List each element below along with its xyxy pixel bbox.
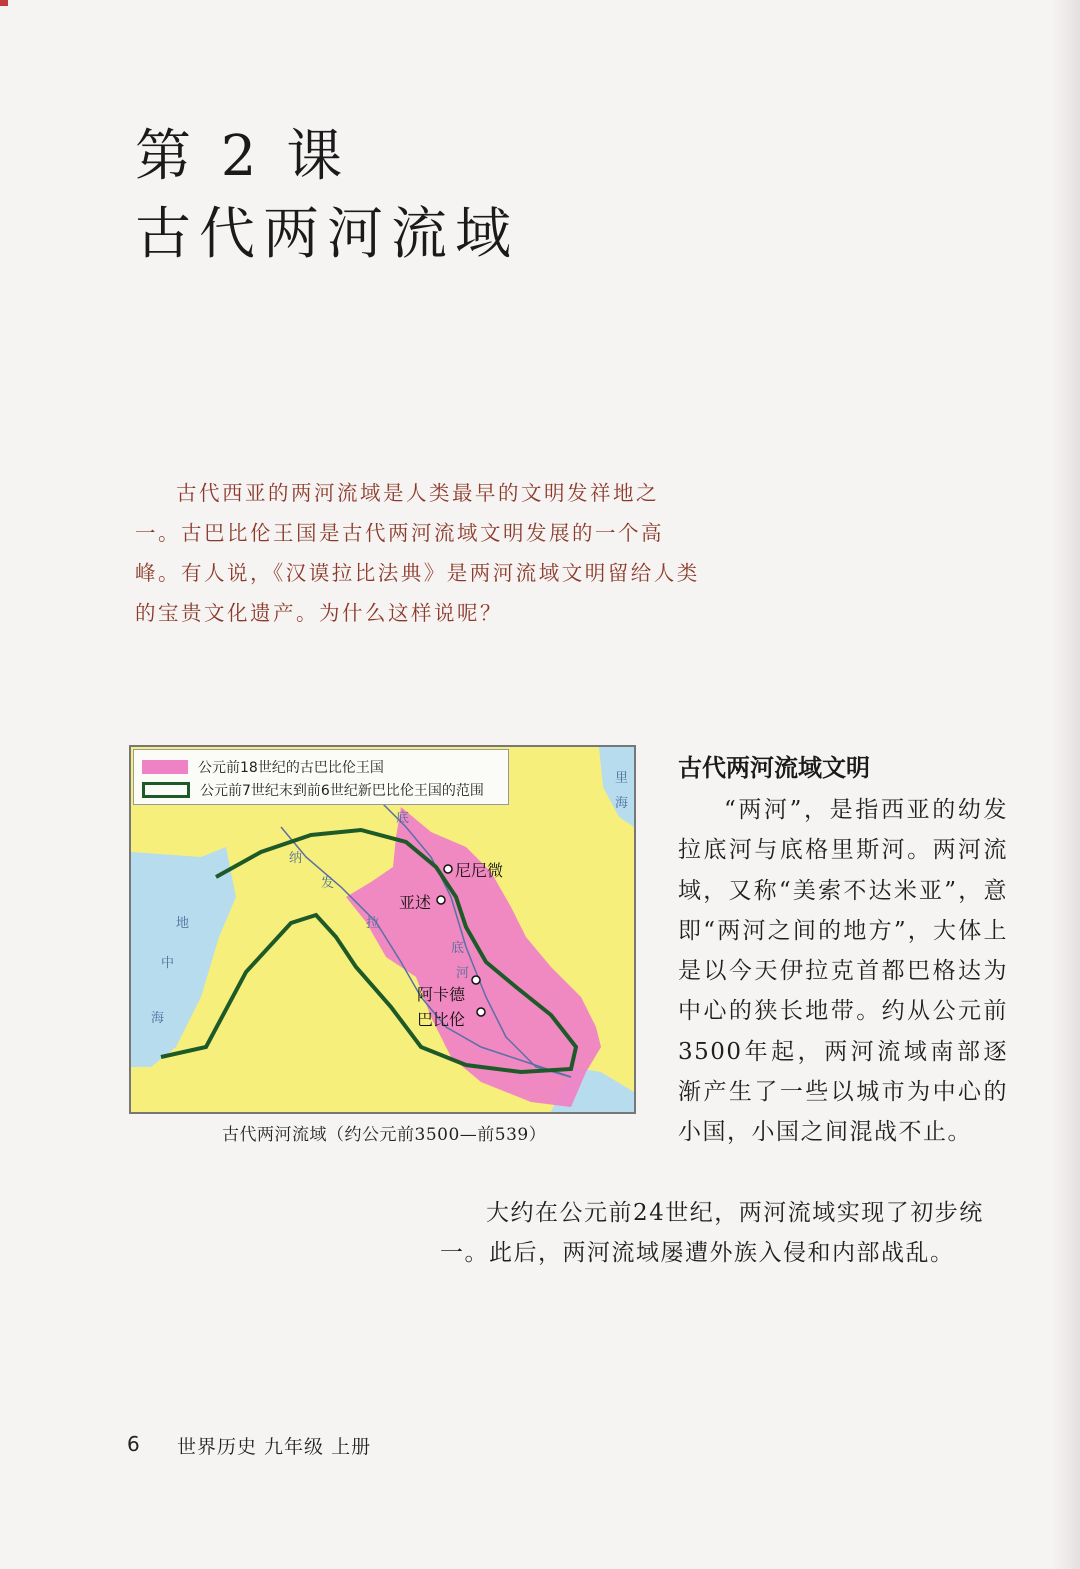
book-title: 世界历史 九年级 上册 (177, 1436, 372, 1458)
caspian-sea (599, 747, 634, 827)
lesson-title: 古代两河流域 (135, 202, 519, 267)
map-faint-label-med2: 中 (161, 956, 175, 971)
mediterranean-sea (131, 847, 236, 1067)
babylonian-kingdom-area (346, 807, 601, 1107)
map-figure (129, 745, 636, 1114)
legend-label-babylon: 公元前18世纪的古巴比伦王国 (198, 760, 384, 776)
legend-row-neo-babylon (142, 780, 484, 800)
map-faint-label-med1: 地 (176, 916, 190, 931)
akkad-marker (472, 976, 480, 984)
map-faint-label-med3: 海 (151, 1011, 165, 1026)
body-paragraph-1: “两河”，是指西亚的幼发拉底河与底格里斯河。两河流域，又称“美索不达米亚”，意即“两河之间的地方”，大体上是以今天伊拉克首都巴格达为中心的狭长地带。约从公元前3500年起，两河流域南部逐渐产生了一些以城市为中心的小国，小国之间混战不止。 (678, 797, 1008, 1146)
intro-text: 古代西亚的两河流域是人类最早的文明发祥地之一。古巴比伦王国是古代两河流域文明发展的一个高峰。有人说，《汉谟拉比法典》是两河流域文明留给人类的宝贵文化遗产。为什么这样说呢？ (135, 481, 700, 625)
city-label-nineveh: 尼尼微 (455, 861, 504, 880)
map-faint-label-sea2: 海 (615, 796, 629, 811)
map-caption: 古代两河流域（约公元前3500—前539） (222, 1125, 547, 1145)
intro-box (135, 473, 700, 633)
nineveh-marker (444, 865, 452, 873)
city-label-akkad: 阿卡德 (417, 985, 466, 1004)
corner-mark (0, 0, 8, 6)
legend-swatch-green (142, 782, 190, 798)
babylon-marker (477, 1008, 485, 1016)
map-faint-label-sea1: 里 (615, 771, 629, 786)
page-edge (1052, 0, 1080, 1569)
body-wide (440, 1193, 1010, 1273)
map-faint-label-la: 拉 (366, 916, 380, 931)
body-column (678, 790, 1008, 1153)
map-faint-label-na: 纳 (289, 851, 303, 866)
page-number: 6 (127, 1432, 140, 1456)
map-faint-label-fa: 发 (321, 876, 335, 891)
map-legend (133, 749, 509, 805)
legend-swatch-pink (142, 760, 188, 774)
map-faint-label-di: 底 (396, 811, 410, 826)
section-heading: 古代两河流域文明 (678, 754, 870, 782)
assur-marker (437, 896, 445, 904)
body-paragraph-2: 大约在公元前24世纪，两河流域实现了初步统一。此后，两河流域屡遭外族入侵和内部战乱。 (440, 1200, 984, 1266)
map-faint-label-di2: 底 (451, 941, 465, 956)
legend-row-babylon (142, 757, 384, 777)
city-label-babylon: 巴比伦 (417, 1010, 466, 1029)
map-faint-label-he: 河 (456, 966, 470, 981)
city-label-assur: 亚述 (399, 893, 432, 912)
legend-label-neo-babylon: 公元前7世纪末到前6世纪新巴比伦王国的范围 (200, 783, 484, 799)
lesson-number: 第 2 课 (135, 124, 349, 189)
